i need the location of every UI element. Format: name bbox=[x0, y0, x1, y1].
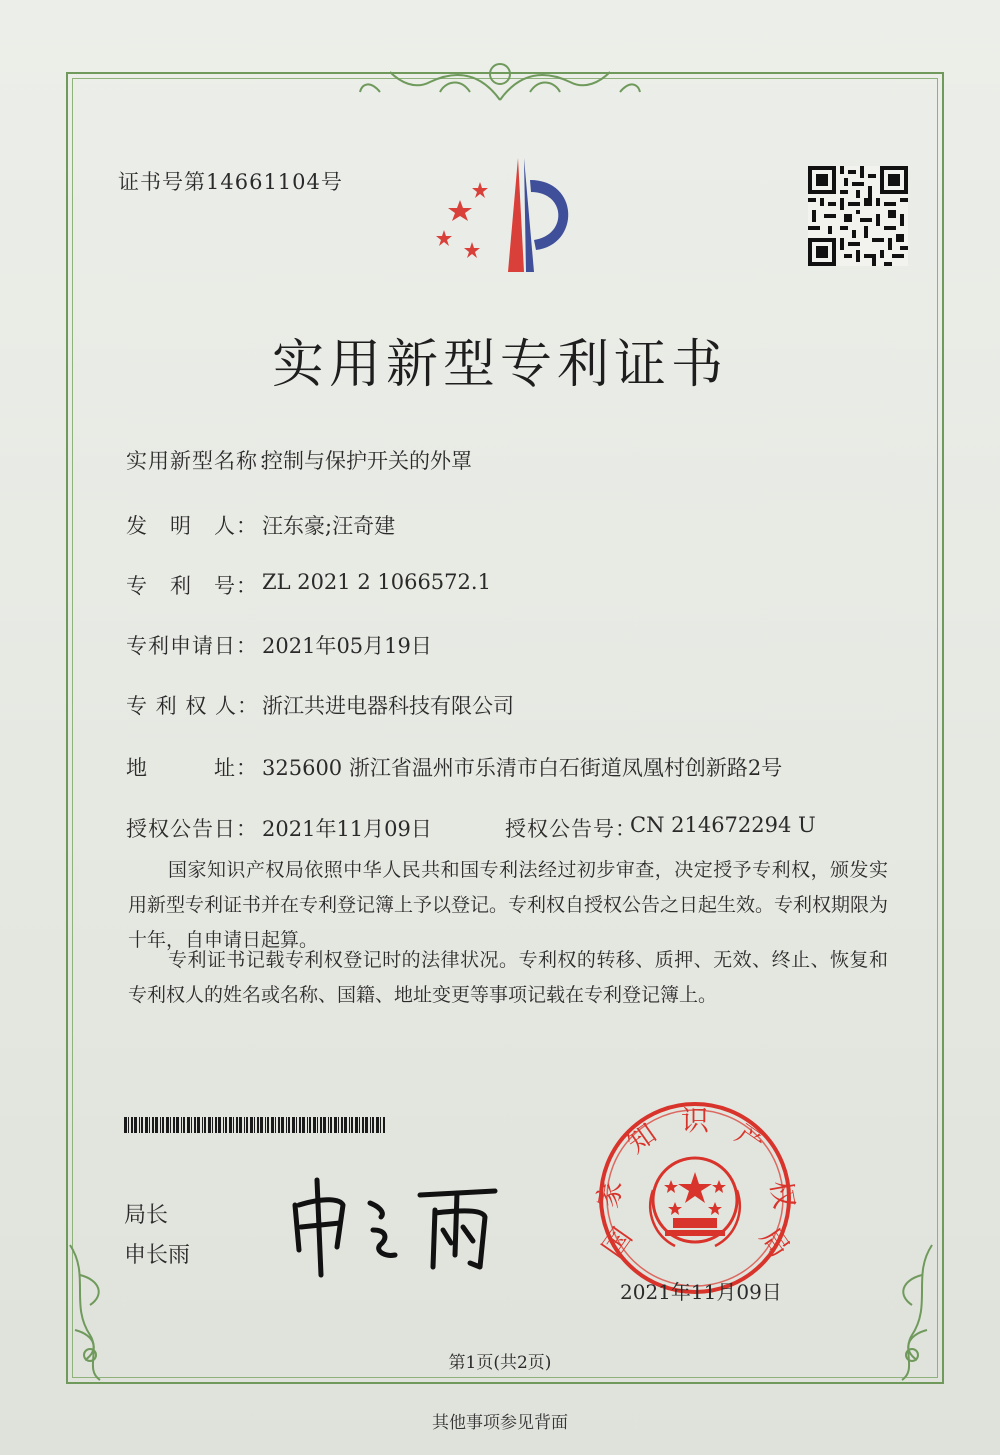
patent-office-logo-icon bbox=[430, 150, 580, 280]
seal-char-7: 局 bbox=[753, 1222, 795, 1264]
qr-code-icon[interactable] bbox=[808, 166, 908, 266]
signature-icon bbox=[285, 1175, 525, 1285]
patent-number-value: ZL 2021 2 1066572.1 bbox=[262, 570, 491, 594]
director-title: 局长 bbox=[124, 1203, 169, 1228]
certificate-title: 实用新型专利证书 bbox=[271, 335, 728, 395]
utility-model-name-label: 实用新型名称： bbox=[126, 449, 280, 473]
filing-date-value: 2021年05月19日 bbox=[262, 634, 432, 658]
filing-date-label: 专利申请日： bbox=[126, 634, 258, 658]
address-label: 地 址： bbox=[126, 756, 258, 780]
grant-date-value: 2021年11月09日 bbox=[262, 817, 432, 841]
seal-char-1: 国 bbox=[597, 1222, 639, 1264]
certificate-number: 证书号第14661104号 bbox=[118, 170, 343, 194]
seal-char-3: 知 bbox=[621, 1118, 663, 1160]
patentee-label: 专 利 权 人： bbox=[126, 694, 260, 718]
seal-char-5: 产 bbox=[729, 1118, 771, 1160]
grant-number-label: 授权公告号： bbox=[505, 817, 637, 841]
barcode-icon bbox=[124, 1117, 386, 1133]
seal-char-4: 识 bbox=[680, 1106, 710, 1137]
official-seal-icon bbox=[592, 1098, 800, 1298]
grant-statement-paragraph: 国家知识产权局依照中华人民共和国专利法经过初步审查，决定授予专利权，颁发实用新型专利证书并在专利登记簿上予以登记。专利权自授权公告之日起生效。专利权期限为十年，自申请日起算。 bbox=[128, 859, 889, 951]
grant-date-label: 授权公告日： bbox=[126, 817, 258, 841]
legal-status-paragraph: 专利证书记载专利权登记时的法律状况。专利权的转移、质押、无效、终止、恢复和专利权人的姓名或名称、国籍、地址变更等事项记载在专利登记簿上。 bbox=[128, 949, 888, 1006]
utility-model-name-value: 控制与保护开关的外罩 bbox=[262, 449, 472, 473]
seal-char-6: 权 bbox=[763, 1178, 800, 1212]
patent-number-label: 专 利 号： bbox=[126, 574, 258, 598]
grant-number-value: CN 214672294 U bbox=[630, 813, 816, 837]
patentee-value: 浙江共进电器科技有限公司 bbox=[262, 694, 514, 718]
top-ornament-icon bbox=[360, 52, 640, 108]
seal-char-2: 家 bbox=[592, 1178, 629, 1212]
address-value: 325600 浙江省温州市乐清市白石街道凤凰村创新路2号 bbox=[262, 756, 783, 780]
page-number: 第1页(共2页) bbox=[448, 1353, 552, 1373]
director-name: 申长雨 bbox=[124, 1243, 191, 1268]
inventor-value: 汪东豪;汪奇建 bbox=[262, 514, 396, 538]
inventor-label: 发 明 人： bbox=[126, 514, 258, 538]
seal-date: 2021年11月09日 bbox=[620, 1280, 782, 1304]
footer-note: 其他事项参见背面 bbox=[432, 1413, 568, 1433]
